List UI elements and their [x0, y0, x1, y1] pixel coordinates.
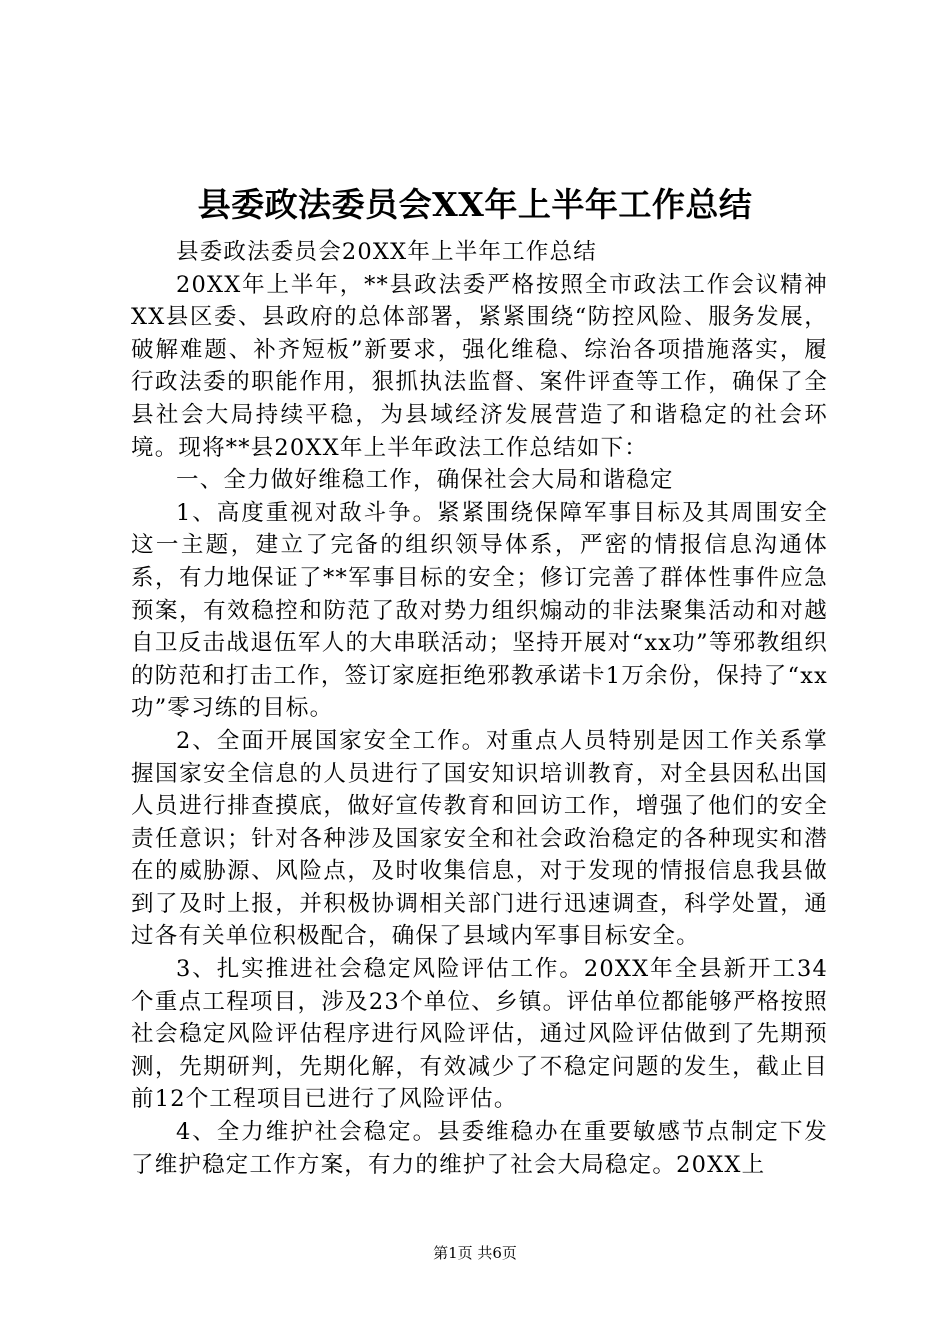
page-footer: 第1页 共6页 — [433, 1244, 517, 1262]
paragraph-item-1: 1、高度重视对敌斗争。紧紧围绕保障军事目标及其周围安全这一主题，建立了完备的组织领导体系，严密的情报信息沟通体系，有力地保证了**军事目标的安全；修订完善了群体性事件应急预案，有效稳控和防范了敌对势力组织煽动的非法聚集活动和对越自卫反击战退伍军人的大串联活动；坚持开展对“xx功”等邪教组织的防范和打击工作，签订家庭拒绝邪教承诺卡1万余份，保持了“xx功”零习练的目标。 — [131, 499, 828, 722]
section-heading: 一、全力做好维稳工作，确保社会大局和谐稳定 — [176, 467, 674, 494]
paragraph-item-2: 2、全面开展国家安全工作。对重点人员特别是因工作关系掌握国家安全信息的人员进行了国安知识培训教育，对全县因私出国人员进行排查摸底，做好宣传教育和回访工作，增强了他们的安全责任意识；针对各种涉及国家安全和社会政治稳定的各种现实和潜在的威胁源、风险点，及时收集信息，对于发现的情报信息我县做到了及时上报，并积极协调相关部门进行迅速调查，科学处置，通过各有关单位积极配合，确保了县域内军事目标安全。 — [131, 727, 828, 950]
document-body — [131, 236, 828, 1181]
intro-paragraph: 20XX年上半年，**县政法委严格按照全市政法工作会议精神XX县区委、县政府的总体部署，紧紧围绕“防控风险、服务发展，破解难题、补齐短板”新要求，强化维稳、综治各项措施落实，履行政法委的职能作用，狠抓执法监督、案件评查等工作，确保了全县社会大局持续平稳，为县域经济发展营造了和谐稳定的社会环境。现将**县20XX年上半年政法工作总结如下： — [131, 271, 828, 461]
subtitle-line: 县委政法委员会20XX年上半年工作总结 — [176, 239, 597, 265]
paragraph-item-3: 3、扎实推进社会稳定风险评估工作。20XX年全县新开工34个重点工程项目，涉及23个单位、乡镇。评估单位都能够严格按照社会稳定风险评估程序进行风险评估，通过风险评估做到了先期预测，先期研判，先期化解，有效减少了不稳定问题的发生，截止目前12个工程项目已进行了风险评估。 — [131, 956, 828, 1113]
document-title: 县委政法委员会XX年上半年工作总结 — [197, 185, 753, 224]
paragraph-item-4: 4、全力维护社会稳定。县委维稳办在重要敏感节点制定下发了维护稳定工作方案，有力的维护了社会大局稳定。20XX上 — [131, 1119, 828, 1178]
